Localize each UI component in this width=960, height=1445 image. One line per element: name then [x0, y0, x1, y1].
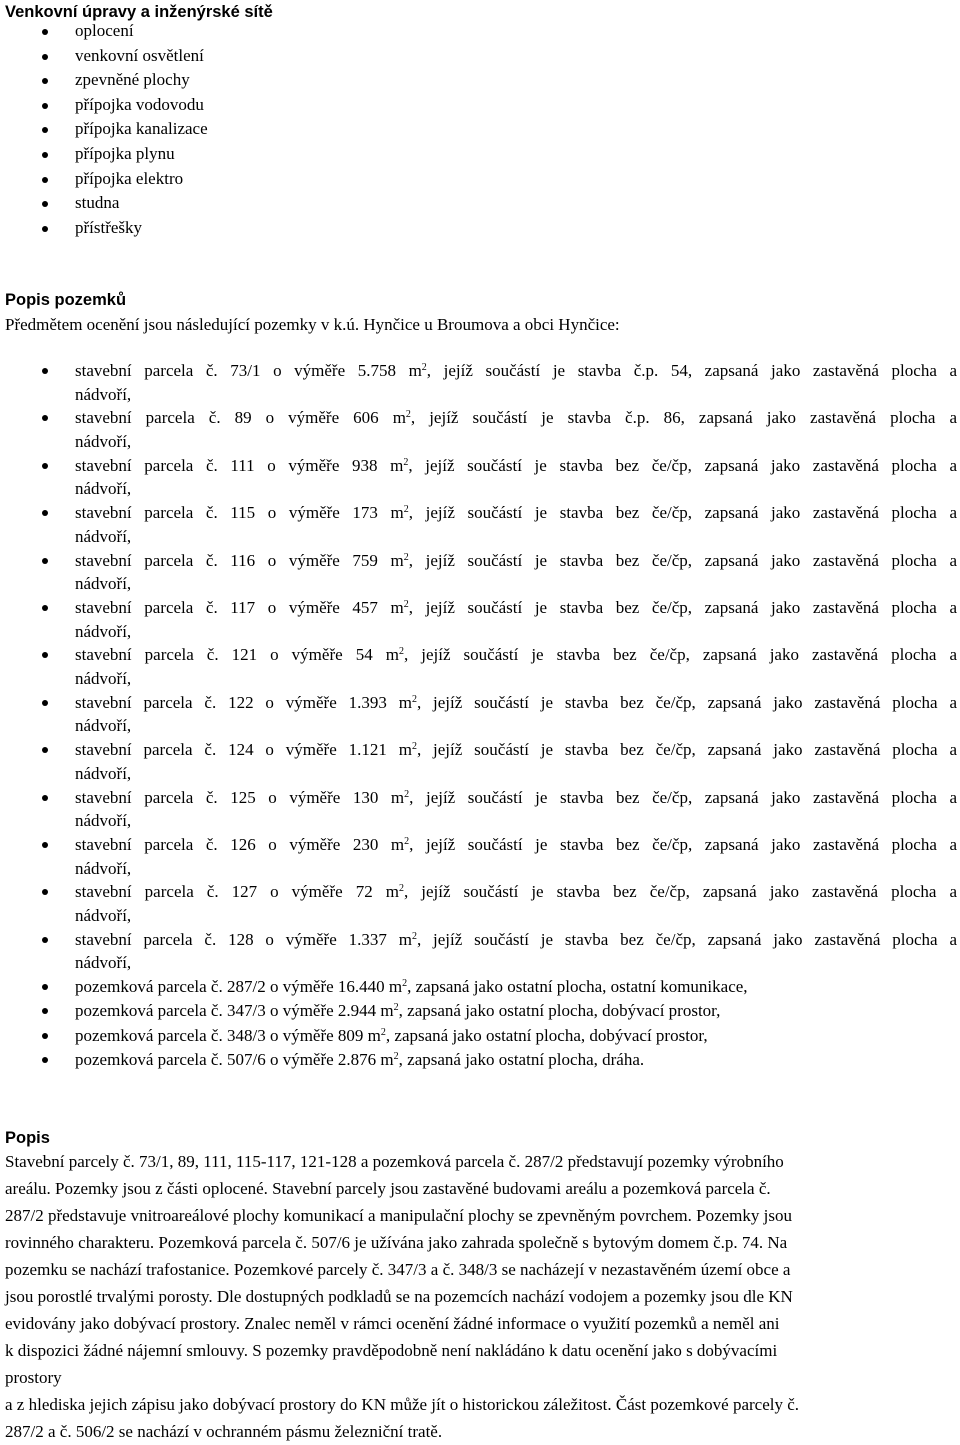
parcel-line	[75, 738, 957, 762]
parcel-continuation: nádvoří,	[75, 621, 132, 641]
parcel-text-rest: , jejíž součástí je stavba bez če/čp, zapsaná jako zastavěná plocha a	[408, 550, 957, 570]
bullet-icon	[42, 747, 48, 753]
list-item	[5, 142, 208, 167]
superscript: 2	[403, 504, 409, 516]
parcel-item	[5, 501, 957, 548]
parcel-item	[5, 691, 957, 738]
bullet-icon	[42, 700, 48, 706]
bullet-icon	[42, 152, 48, 158]
parcel-text-rest: , jejíž součástí je stavba bez če/čp, zapsaná jako zastavěná plocha a	[409, 787, 958, 807]
parcel-item	[5, 833, 957, 880]
list-item-label: venkovní osvětlení	[75, 45, 204, 65]
bullet-icon	[42, 937, 48, 943]
list-item	[5, 167, 208, 192]
description-line: areálu. Pozemky jsou z části oplocené. Stavební parcely jsou zastavěné budovami areálu a pozemková parcela č.	[5, 1179, 771, 1198]
parcel-line	[75, 928, 957, 952]
superscript: 2	[411, 741, 417, 753]
superscript: 2	[393, 1050, 399, 1062]
description-line: evidovány jako dobývací prostory. Znalec neměl v rámci ocenění žádné informace o využití pozemků a neměl ani	[5, 1314, 780, 1333]
parcel-text: stavební parcela č. 115 o výměře 173 m	[75, 503, 404, 523]
superscript: 2	[404, 835, 410, 847]
superscript: 2	[403, 598, 409, 610]
description-line: Stavební parcely č. 73/1, 89, 111, 115-117, 121-128 a pozemková parcela č. 287/2 představují pozemky výrobního	[5, 1152, 784, 1171]
parcel-text: pozemková parcela č. 287/2 o výměře 16.440 m	[75, 977, 403, 997]
parcel-continuation: nádvoří,	[75, 811, 132, 831]
list-item	[5, 191, 208, 216]
description-line: pozemku se nachází trafostanice. Pozemkové parcely č. 347/3 a č. 348/3 se nacházejí v nezastavěném území obce a	[5, 1260, 791, 1279]
parcel-item	[5, 1048, 957, 1072]
infrastructure-list	[5, 19, 208, 240]
bullet-icon	[42, 652, 48, 658]
parcel-line	[75, 880, 957, 904]
parcel-text-rest: , jejíž součástí je stavba bez če/čp, zapsaná jako zastavěná plocha a	[408, 597, 957, 617]
parcel-continuation: nádvoří,	[75, 384, 132, 404]
parcel-continuation: nádvoří,	[75, 574, 132, 594]
parcel-text: stavební parcela č. 127 o výměře 72 m	[75, 882, 399, 902]
parcel-item	[5, 928, 957, 975]
bullet-icon	[42, 415, 48, 421]
list-item-label: přípojka elektro	[75, 168, 184, 188]
parcel-line	[75, 1050, 644, 1069]
parcel-item	[5, 359, 957, 406]
superscript: 2	[403, 551, 409, 563]
parcel-text-rest: , jejíž součástí je stavba č.p. 54, zapsaná jako zastavěná plocha a	[426, 361, 958, 380]
parcel-line	[75, 454, 957, 478]
description-line: prostory	[5, 1368, 62, 1387]
parcel-text: stavební parcela č. 128 o výměře 1.337 m	[75, 929, 412, 949]
parcel-text: stavební parcela č. 121 o výměře 54 m	[75, 645, 399, 665]
parcel-text: stavební parcela č. 122 o výměře 1.393 m	[75, 692, 412, 712]
parcel-continuation: nádvoří,	[75, 526, 132, 546]
parcel-text-rest: , jejíž součástí je stavba bez če/čp, zapsaná jako zastavěná plocha a	[409, 834, 958, 854]
parcel-item	[5, 880, 957, 927]
parcel-continuation: nádvoří,	[75, 906, 132, 925]
parcel-line	[75, 691, 957, 715]
section-heading-venkovni-upravy: Venkovní úpravy a inženýrské sítě	[5, 3, 273, 21]
parcel-text: pozemková parcela č. 507/6 o výměře 2.876 m	[75, 1049, 394, 1069]
bullet-icon	[42, 103, 48, 109]
bullet-icon	[42, 984, 48, 990]
bullet-icon	[42, 368, 48, 374]
superscript: 2	[404, 788, 410, 800]
list-item-label: studna	[75, 193, 120, 213]
parcel-line	[75, 406, 957, 430]
parcel-text: pozemková parcela č. 347/3 o výměře 2.944 m	[75, 1001, 394, 1021]
bullet-icon	[42, 510, 48, 516]
superscript: 2	[398, 646, 404, 658]
parcel-item	[5, 643, 957, 690]
parcel-text-rest: , jejíž součástí je stavba bez če/čp, zapsaná jako zastavěná plocha a	[416, 740, 957, 760]
parcel-continuation: nádvoří,	[75, 432, 132, 452]
parcel-text-rest: , jejíž součástí je stavba bez če/čp, zapsaná jako zastavěná plocha a	[416, 929, 957, 949]
parcel-line	[75, 501, 957, 525]
parcel-text-rest: , jejíž součástí je stavba bez če/čp, zapsaná jako zastavěná plocha a	[416, 692, 957, 712]
superscript: 2	[421, 362, 427, 373]
list-item	[5, 19, 208, 44]
parcel-item	[5, 1024, 957, 1048]
parcel-continuation: nádvoří,	[75, 953, 132, 973]
section-heading-popis-pozemku: Popis pozemků	[5, 291, 127, 309]
bullet-icon	[42, 558, 48, 564]
parcel-text: stavební parcela č. 125 o výměře 130 m	[75, 787, 405, 807]
parcel-line	[75, 1026, 708, 1045]
description-line: 287/2 představuje vnitroareálové plochy komunikací a manipulační plochy se zpevněným povrchem. Pozemky jsou	[5, 1206, 792, 1225]
parcel-line	[75, 786, 957, 810]
description-paragraph	[5, 1148, 953, 1445]
list-item-label: oplocení	[75, 21, 134, 40]
parcel-item	[5, 406, 957, 453]
parcel-line	[75, 833, 957, 857]
list-item-label: přípojka kanalizace	[75, 119, 208, 139]
intro-paragraph: Předmětem ocenění jsou následující pozemky v k.ú. Hynčice u Broumova a obci Hynčice:	[5, 315, 620, 334]
parcel-list	[5, 359, 957, 1072]
superscript: 2	[403, 456, 409, 468]
bullet-icon	[42, 78, 48, 84]
list-item-label: přípojka vodovodu	[75, 94, 204, 114]
parcel-text-rest: , jejíž součástí je stavba bez če/čp, zapsaná jako zastavěná plocha a	[403, 882, 957, 902]
parcel-item	[5, 999, 957, 1023]
parcel-text: stavební parcela č. 124 o výměře 1.121 m	[75, 740, 412, 760]
bullet-icon	[42, 29, 48, 35]
bullet-icon	[42, 1033, 48, 1039]
parcel-text: stavební parcela č. 111 o výměře 938 m	[75, 455, 404, 475]
bullet-icon	[42, 842, 48, 848]
parcel-item	[5, 975, 957, 999]
list-item-label: zpevněné plochy	[75, 70, 190, 90]
bullet-icon	[42, 795, 48, 801]
superscript: 2	[405, 409, 411, 421]
parcel-item	[5, 454, 957, 501]
parcel-line	[75, 977, 748, 996]
description-line: a z hlediska jejich zápisu jako dobývací prostory do KN může jít o historickou záležitost. Část pozemkové parcely č.	[5, 1395, 800, 1414]
section-heading-popis: Popis	[5, 1129, 50, 1147]
bullet-icon	[42, 127, 48, 133]
bullet-icon	[42, 463, 48, 469]
parcel-text-rest: , zapsaná jako ostatní plocha, dobývací prostor,	[385, 1025, 708, 1045]
parcel-text: stavební parcela č. 73/1 o výměře 5.758 m	[75, 361, 422, 380]
bullet-icon	[42, 226, 48, 232]
superscript: 2	[411, 693, 417, 705]
parcel-line	[75, 596, 957, 620]
parcel-text: stavební parcela č. 116 o výměře 759 m	[75, 550, 404, 570]
parcel-text-rest: , zapsaná jako ostatní plocha, dráha.	[398, 1049, 645, 1069]
parcel-text-rest: , jejíž součástí je stavba bez če/čp, zapsaná jako zastavěná plocha a	[408, 503, 957, 523]
bullet-icon	[42, 54, 48, 60]
description-line: 287/2 a č. 506/2 se nachází v ochranném pásmu železniční tratě.	[5, 1422, 443, 1441]
list-item	[5, 44, 208, 69]
parcel-text: pozemková parcela č. 348/3 o výměře 809 m	[75, 1025, 381, 1045]
parcel-item	[5, 549, 957, 596]
list-item-label: přístřešky	[75, 217, 143, 237]
parcel-text-rest: , zapsaná jako ostatní plocha, ostatní komunikace,	[407, 977, 748, 997]
parcel-continuation: nádvoří,	[75, 763, 132, 783]
superscript: 2	[398, 883, 404, 895]
parcel-item	[5, 738, 957, 785]
description-line: rovinného charakteru. Pozemková parcela č. 507/6 je užívána jako zahrada společně s bytovým domem č.p. 74. Na	[5, 1233, 788, 1252]
list-item-label: přípojka plynu	[75, 143, 175, 163]
parcel-text-rest: , jejíž součástí je stavba bez če/čp, zapsaná jako zastavěná plocha a	[408, 455, 957, 475]
parcel-line	[75, 643, 957, 667]
parcel-continuation: nádvoří,	[75, 858, 132, 878]
list-item	[5, 68, 208, 93]
parcel-line	[75, 359, 957, 383]
list-item	[5, 216, 208, 241]
parcel-text: stavební parcela č. 126 o výměře 230 m	[75, 834, 405, 854]
parcel-continuation: nádvoří,	[75, 669, 132, 689]
bullet-icon	[42, 605, 48, 611]
parcel-text-rest: , zapsaná jako ostatní plocha, dobývací prostor,	[398, 1001, 721, 1021]
bullet-icon	[42, 177, 48, 183]
parcel-item	[5, 596, 957, 643]
parcel-line	[75, 1001, 720, 1020]
description-line: jsou porostlé trvalými porosty. Dle dostupných podkladů se na pozemcích nachází vodojem a pozemky jsou dle KN	[5, 1287, 793, 1306]
parcel-text: stavební parcela č. 117 o výměře 457 m	[75, 597, 404, 617]
parcel-text: stavební parcela č. 89 o výměře 606 m	[75, 408, 406, 428]
parcel-line	[75, 549, 957, 573]
parcel-continuation: nádvoří,	[75, 716, 132, 736]
superscript: 2	[402, 978, 408, 990]
bullet-icon	[42, 889, 48, 895]
superscript: 2	[393, 1002, 399, 1014]
parcel-continuation: nádvoří,	[75, 479, 132, 499]
superscript: 2	[411, 930, 417, 942]
bullet-icon	[42, 1057, 48, 1063]
description-line: k dispozici žádné nájemní smlouvy. S pozemky pravděpodobně není nakládáno k datu ocenění jako s dobývacími	[5, 1341, 778, 1360]
list-item	[5, 93, 208, 118]
superscript: 2	[380, 1026, 386, 1038]
bullet-icon	[42, 201, 48, 207]
parcel-text-rest: , jejíž součástí je stavba č.p. 86, zapsaná jako zastavěná plocha a	[410, 408, 958, 428]
list-item	[5, 117, 208, 142]
parcel-item	[5, 786, 957, 833]
bullet-icon	[42, 1008, 48, 1014]
parcel-text-rest: , jejíž součástí je stavba bez če/čp, zapsaná jako zastavěná plocha a	[403, 645, 957, 665]
